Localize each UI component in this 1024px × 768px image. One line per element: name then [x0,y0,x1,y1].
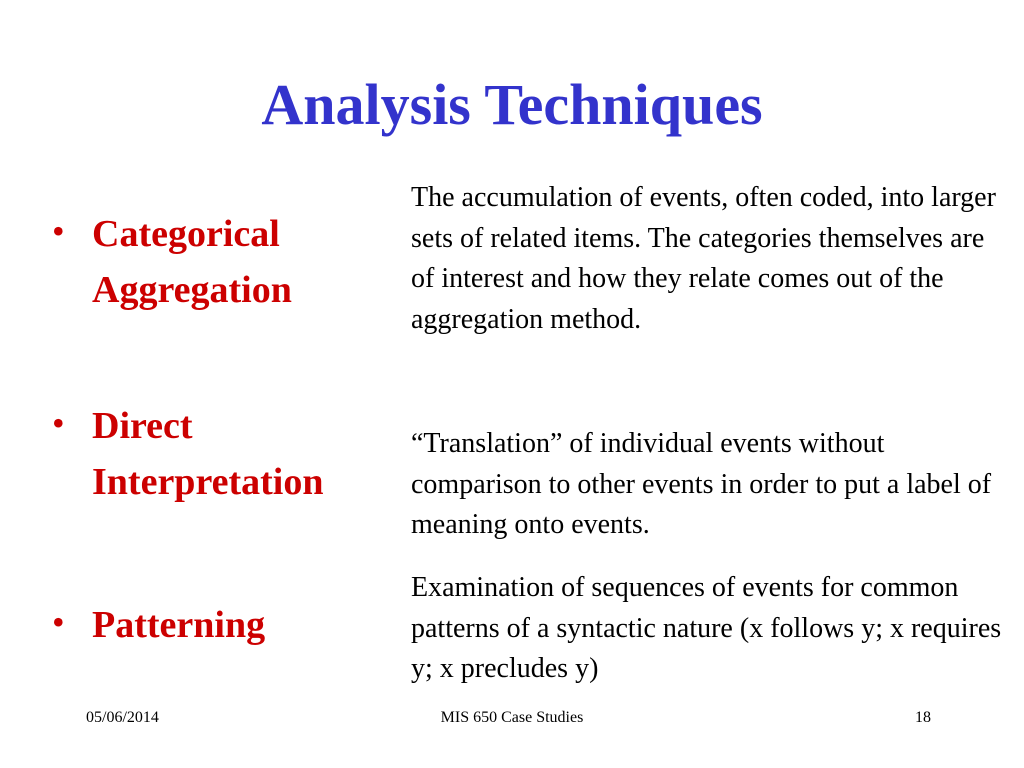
term-description: Examination of sequences of events for common patterns of a syntactic nature (x follows y; x requires y; x precludes y) [411,572,1002,684]
footer-date: 05/06/2014 [86,709,159,726]
term-label: Categorical Aggregation [92,213,292,311]
page-number: 18 [915,709,931,726]
bullet-icon: • [52,403,65,443]
footer-course-title: MIS 650 Case Studies [440,709,584,726]
bullet-icon: • [52,602,65,642]
term-label: Patterning [92,604,266,646]
term-list [0,0,400,700]
term-description: “Translation” of individual events without comparison to other events in order to put a label of meaning onto events. [411,428,992,540]
bullet-icon: • [52,211,65,251]
term-description: The accumulation of events, often coded, into larger sets of related items. The categories themselves are of interest and how they relate comes out of the aggregation method. [411,182,996,335]
slide-title: Analysis Techniques [261,72,763,137]
term-label: Direct Interpretation [92,405,324,503]
